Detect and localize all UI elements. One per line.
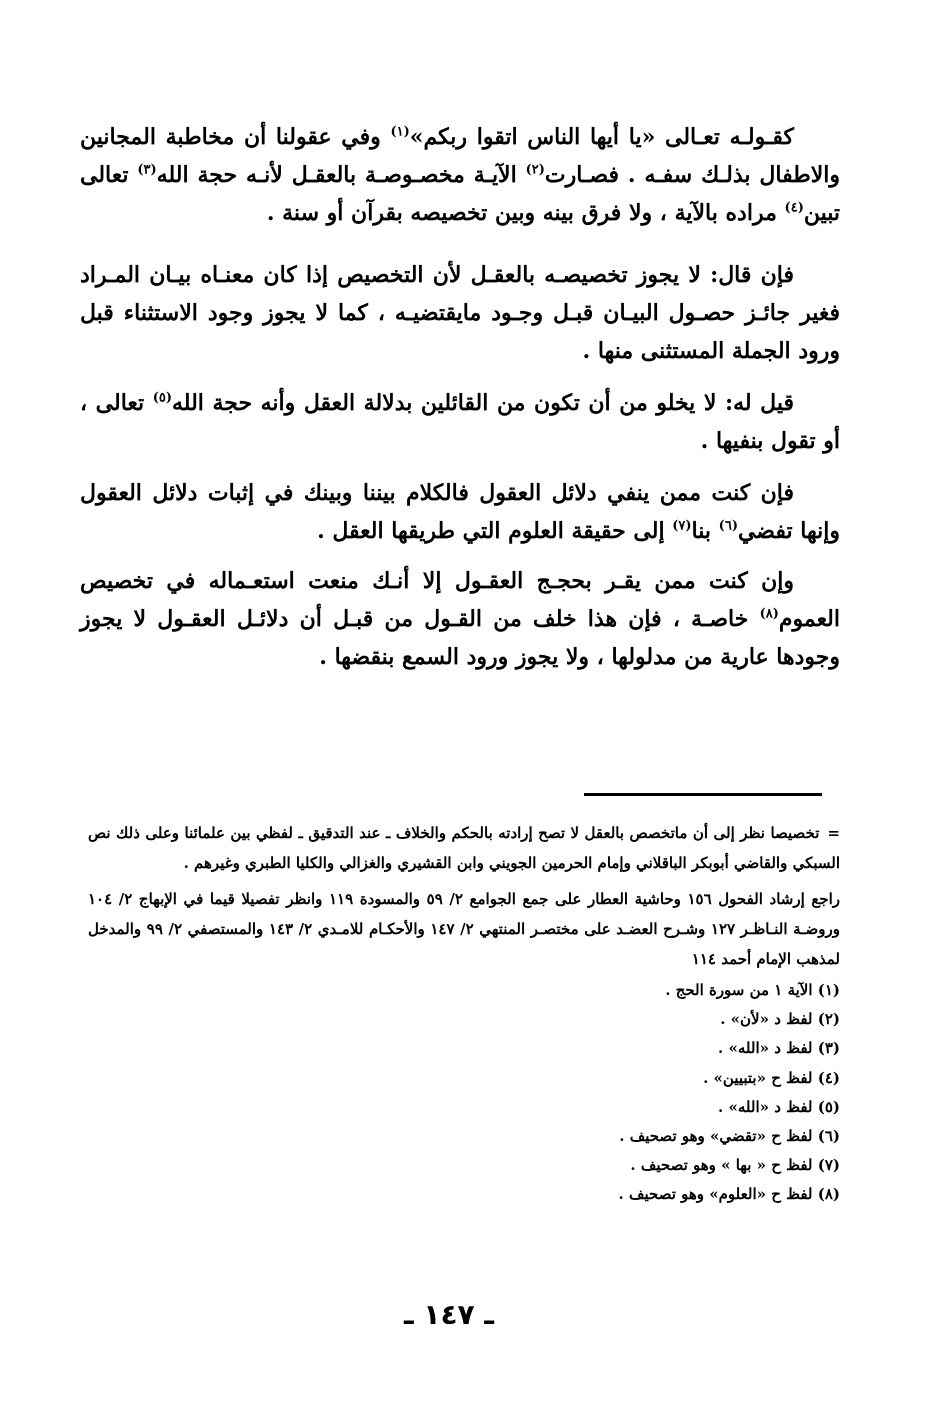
- footnote-5: (٥) لفظ د «الله» .: [718, 1097, 840, 1116]
- note-ref-3: (٣): [137, 162, 157, 178]
- paragraph-2: فإن قال: لا يجوز تخصيصـه بالعقـل لأن التخصيص إذا كان معنـاه بيـان المـراد فغير جائـز حصـول البيـان قبـل وجـود مايقتضيـه ، كما لا يجوز وجود الاستثناء قبل ورود الجملة المستثنى منها .: [80, 262, 840, 364]
- paragraph-3: [80, 384, 840, 460]
- paragraph-3-text-b: تعالى ، أو تقول بنفيها .: [80, 390, 840, 454]
- footnote-2: (٢) لفظ د «لأن» .: [720, 1010, 840, 1029]
- note-ref-4: (٤): [784, 200, 804, 216]
- paragraph-1-text-b: وفي عقولنا أن مخاطبة المجانين والاطفال بذلـك سفـه . فصـارت: [80, 124, 840, 188]
- footnote-references: راجع إرشاد الفحول ١٥٦ وحاشية العطار على جمع الجوامع ٢/ ٥٩ والمسودة ١١٩ وانظر تفصيلا قيما في الإبهاج ٢/ ١٠٤ وروضـة النـاظـر ١٢٧ وشـرح العضـد على مختصـر المنتهي ٢/ ١٤٧ والأحكـام للامـدي ٢/ ١٤٣ والمستصفي ٢/ ٩٩ والمدخل لمذهب الإمام أحمد ١١٤: [88, 890, 841, 968]
- footnote-4: (٤) لفظ ح «بتبيين» .: [703, 1068, 840, 1087]
- note-ref-1: (١): [390, 124, 410, 140]
- paragraph-1-text: كقـولـه تعـالى «يا أيها الناس اتقوا ربكم»: [409, 124, 794, 150]
- continuation-mark: =: [827, 824, 840, 842]
- note-ref-7: (٧): [672, 518, 692, 534]
- footnote-7: (٧) لفظ ح « بها » وهو تصحيف .: [630, 1156, 840, 1175]
- note-ref-5: (٥): [152, 390, 173, 406]
- paragraph-1: [80, 118, 840, 232]
- note-ref-6: (٦): [718, 518, 738, 534]
- paragraph-1-text-e: مراده بالآية ، ولا فرق بينه وبين تخصيصه بقرآن أو سنة .: [266, 200, 785, 226]
- paragraph-4-text-c: إلى حقيقة العلوم التي طريقها العقل .: [317, 518, 673, 544]
- footnote-3: (٣) لفظ د «الله» .: [718, 1039, 840, 1058]
- paragraph-1-text-d: تعالى تبين: [80, 162, 840, 226]
- paragraph-4-text-b: بنا: [691, 518, 719, 544]
- footnotes: [88, 818, 840, 1210]
- paragraph-5-text-b: خاصـة ، فإن هذا خلف من القـول من قبـل أن دلائـل العقـول لا يجوز وجودها عارية من مدلولها ، ولا يجوز ورود السمع بنقضها .: [80, 606, 840, 670]
- footnote-list: [88, 976, 840, 1210]
- paragraph-5-text: وإن كنت ممن يقـر بحجـج العقـول إلا أنـك منعت استعـماله في تخصيص العموم: [80, 568, 840, 632]
- note-ref-2: (٢): [525, 162, 545, 178]
- paragraph-4: [80, 474, 840, 550]
- paragraph-5: [80, 562, 840, 676]
- footnote-continuation-text: تخصيصا نظر إلى أن ماتخصص بالعقل لا تصح إرادته بالحكم والخلاف ـ عند التدقيق ـ لفظي بين علمائنا وعلى ذلك نص السبكي والقاضي أبوبكر الباقلاني وإمام الحرمين الجويني وابن القشيري والغزالي والكليا الطبري وغيرهم .: [88, 824, 840, 872]
- page-number: ـ ١٤٧ ـ: [404, 1298, 494, 1331]
- footnote-6: (٦) لفظ ح «تقضي» وهو تصحيف .: [619, 1127, 840, 1146]
- footnote-1: (١) الآية ١ من سورة الحج .: [665, 981, 840, 999]
- footnote-8: (٨) لفظ ح «العلوم» وهو تصحيف .: [618, 1185, 840, 1204]
- paragraph-1-text-c: الآيـة مخصـوصـة بالعقـل لأنـه حجة الله: [156, 162, 526, 188]
- paragraph-4-text: فإن كنت ممن ينفي دلائل العقول فالكلام بيننا وبينك في إثبات دلائل العقول وإنها تفضي: [80, 480, 840, 544]
- main-text: [80, 118, 840, 676]
- paragraph-3-text: قيل له: لا يخلو من أن تكون من القائلين بدلالة العقل وأنه حجة الله: [172, 390, 794, 416]
- note-ref-8: (٨): [759, 606, 779, 622]
- footnote-separator: [584, 793, 822, 796]
- footnote-continuation: [88, 818, 840, 878]
